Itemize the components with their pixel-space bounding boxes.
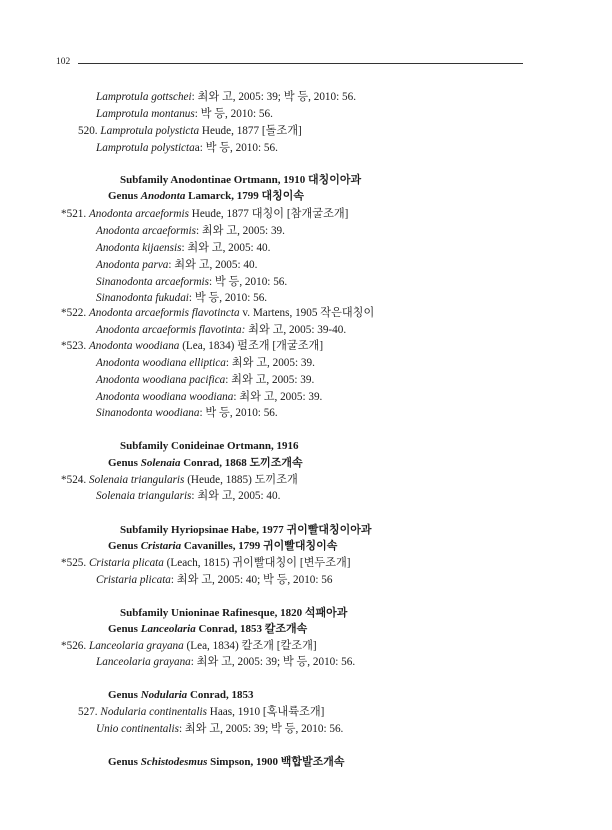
synonym-entry [96, 90, 356, 104]
synonym-entry [96, 722, 343, 736]
genus-authority: Cavanilles, 1799 귀이빨대칭이속 [181, 540, 338, 552]
entry-citation: Heude, 1877 [돌조개] [199, 125, 302, 137]
species-entry [78, 124, 302, 138]
synonym-entry [96, 323, 346, 337]
entry-citation: Heude, 1877 대칭이 [참개굴조개] [188, 208, 349, 220]
genus-name: Schistodesmus [140, 756, 208, 768]
genus-name: Nodularia [140, 689, 188, 701]
genus-heading [108, 456, 303, 470]
genus-authority: Conrad, 1868 도끼조개속 [180, 457, 303, 469]
taxon-name: Lamprotula gottschei [96, 91, 192, 103]
genus-name: Lanceolaria [140, 623, 196, 635]
entry-number: *526. [61, 640, 89, 652]
genus-prefix: Genus [108, 623, 141, 635]
synonym-entry [96, 390, 322, 404]
entry-citation: : 최와 고, 2005: 40. [191, 490, 281, 502]
taxon-name: Anodonta parva [96, 259, 169, 271]
taxon-name: Anodonta arcaeformis [96, 225, 196, 237]
genus-authority: Simpson, 1900 백합발조개속 [207, 756, 345, 768]
taxon-name: Lamprotula polysticta [100, 125, 200, 137]
subfamily-title: Subfamily Conideinae Ortmann, 1916 [120, 440, 299, 452]
synonym-entry [96, 258, 257, 272]
entry-citation: (Lea, 1834) 펄조개 [개굴조개] [179, 340, 324, 352]
taxon-name: Anodonta arcaeformis [88, 208, 189, 220]
genus-prefix: Genus [108, 689, 141, 701]
entry-citation: : 박 등, 2010: 56. [209, 276, 288, 288]
species-entry-starred [61, 556, 351, 570]
taxon-name: Anodonta arcaeformis flavotincta [88, 307, 240, 319]
entry-citation: a: 박 등, 2010: 56. [194, 142, 278, 154]
genus-authority: Lamarck, 1799 대칭이속 [185, 190, 305, 202]
entry-citation: : 최와 고, 2005: 39; 박 등, 2010: 56. [178, 723, 344, 735]
genus-authority: Conrad, 1853 칼조개속 [195, 623, 308, 635]
entry-citation: : 최와 고, 2005: 39. [225, 357, 315, 369]
entry-citation: : 최와 고, 2005: 39. [225, 374, 315, 386]
genus-heading [108, 688, 254, 702]
synonym-entry [96, 356, 315, 370]
taxon-name: Sinanodonta fukudai [96, 292, 189, 304]
synonym-entry [96, 224, 285, 238]
entry-citation: : 박 등, 2010: 56. [199, 407, 278, 419]
subfamily-title: Subfamily Anodontinae Ortmann, 1910 대칭이아과 [120, 174, 362, 186]
species-entry-starred [61, 306, 374, 320]
synonym-entry [96, 655, 355, 669]
species-entry-starred [61, 207, 348, 221]
entry-citation: : 최와 고, 2005: 39; 박 등, 2010: 56. [190, 656, 356, 668]
subfamily-title: Subfamily Unioninae Rafinesque, 1820 석패아과 [120, 607, 348, 619]
genus-name: Solenaia [140, 457, 181, 469]
synonym-entry [96, 373, 314, 387]
taxon-name: Sinanodonta arcaeformis [96, 276, 210, 288]
entry-citation: (Lea, 1834) 칼조개 [칼조개] [183, 640, 317, 652]
taxon-name: Anodonta kijaensis [96, 242, 182, 254]
species-entry [78, 705, 324, 719]
entry-number: 527. [78, 706, 101, 718]
genus-heading [108, 755, 344, 769]
entry-number: *525. [61, 557, 89, 569]
entry-citation: : 최와 고, 2005: 39. [195, 225, 285, 237]
genus-prefix: Genus [108, 540, 141, 552]
entry-number: *523. [61, 340, 89, 352]
taxon-name: Anodonta woodiana woodiana [96, 391, 234, 403]
synonym-entry [96, 406, 278, 420]
entry-citation: v. Martens, 1905 작은대칭이 [239, 307, 375, 319]
entry-citation: : 최와 고, 2005: 39. [233, 391, 323, 403]
taxon-name: Solenaia triangularis [96, 490, 192, 502]
entry-citation: : 최와 고, 2005: 40; 박 등, 2010: 56 [170, 574, 333, 586]
entry-citation: : 박 등, 2010: 56. [188, 292, 268, 304]
taxon-name: Cristaria plicata [96, 574, 171, 586]
genus-heading [108, 189, 304, 203]
synonym-entry [96, 275, 287, 289]
taxon-name: Lanceolaria grayana [88, 640, 184, 652]
subfamily-title: Subfamily Hyriopsinae Habe, 1977 귀이빨대칭이아과 [120, 524, 372, 536]
species-entry-starred [61, 473, 298, 487]
synonym-entry [96, 489, 280, 503]
synonym-entry [96, 141, 278, 155]
entry-citation: : 최와 고, 2005: 40. [181, 242, 271, 254]
genus-heading [108, 539, 337, 553]
taxon-name: Lamprotula montanus [96, 108, 195, 120]
taxon-name: Lamprotula polysticta [96, 142, 195, 154]
header-rule [78, 63, 523, 64]
synonym-entry [96, 107, 273, 121]
taxon-name: Lanceolaria grayana [96, 656, 191, 668]
entry-number: 520. [78, 125, 101, 137]
synonym-entry [96, 291, 267, 305]
entry-citation: : 최와 고, 2005: 40. [168, 259, 258, 271]
entry-citation: (Heude, 1885) 도끼조개 [184, 474, 298, 486]
subfamily-heading [120, 173, 361, 187]
species-entry-starred [61, 639, 317, 653]
entry-number: *521. [61, 208, 89, 220]
taxon-name: Solenaia triangularis [88, 474, 185, 486]
synonym-entry [96, 573, 332, 587]
genus-prefix: Genus [108, 190, 141, 202]
entry-number: *522. [61, 307, 89, 319]
taxon-name: Unio continentalis [96, 723, 179, 735]
genus-prefix: Genus [108, 457, 141, 469]
subfamily-heading [120, 439, 298, 453]
genus-heading [108, 622, 307, 636]
taxon-name: Anodonta woodiana elliptica [96, 357, 226, 369]
species-entry-starred [61, 339, 323, 353]
genus-authority: Conrad, 1853 [187, 689, 254, 701]
entry-citation: 최와 고, 2005: 39-40. [245, 324, 347, 336]
entry-citation: : 최와 고, 2005: 39; 박 등, 2010: 56. [191, 91, 356, 103]
genus-name: Cristaria [140, 540, 182, 552]
page-number: 102 [56, 57, 71, 67]
taxon-name: Anodonta woodiana [88, 340, 180, 352]
taxon-name: Anodonta arcaeformis flavotinta: [96, 324, 246, 336]
entry-citation: (Leach, 1815) 귀이빨대칭이 [변두조개] [163, 557, 351, 569]
taxon-name: Nodularia continentalis [100, 706, 207, 718]
taxon-name: Anodonta woodiana pacifica [96, 374, 226, 386]
entry-citation: : 박 등, 2010: 56. [194, 108, 273, 120]
taxon-name: Sinanodonta woodiana [96, 407, 200, 419]
genus-name: Anodonta [140, 190, 186, 202]
taxon-name: Cristaria plicata [88, 557, 164, 569]
entry-citation: Haas, 1910 [혹내륙조개] [206, 706, 325, 718]
subfamily-heading [120, 523, 372, 537]
subfamily-heading [120, 606, 347, 620]
entry-number: *524. [61, 474, 89, 486]
synonym-entry [96, 241, 270, 255]
genus-prefix: Genus [108, 756, 141, 768]
